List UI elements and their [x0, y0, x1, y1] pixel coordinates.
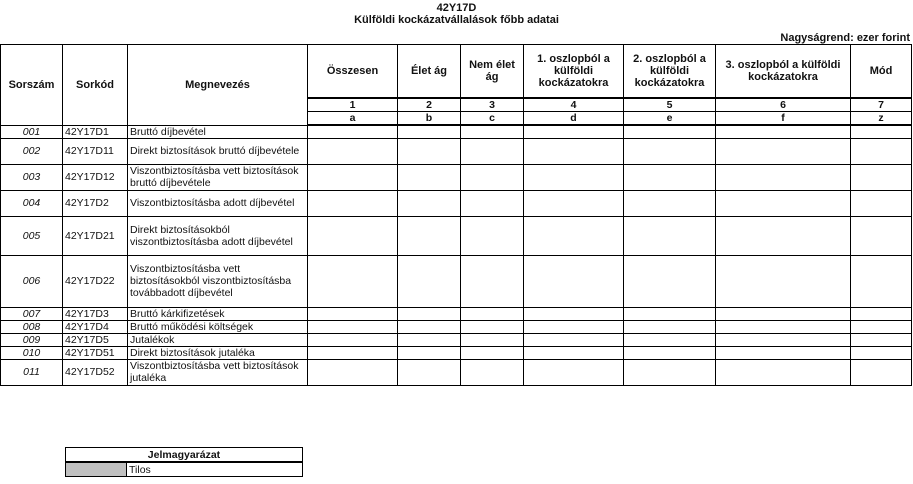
- data-cell[interactable]: [308, 346, 398, 359]
- data-cell[interactable]: [398, 255, 461, 307]
- data-cell[interactable]: [461, 190, 524, 216]
- row-name: Viszontbiztosításba adott díjbevétel: [128, 190, 308, 216]
- row-sorkod: 42Y17D52: [63, 359, 128, 385]
- row-name: Direkt biztosítások bruttó díjbevétele: [128, 138, 308, 164]
- data-cell[interactable]: [851, 255, 912, 307]
- data-cell[interactable]: [624, 255, 716, 307]
- col-letter: a: [308, 112, 398, 126]
- data-cell[interactable]: [624, 138, 716, 164]
- row-sorszam: 002: [1, 138, 63, 164]
- row-sorszam: 003: [1, 164, 63, 190]
- data-cell[interactable]: [624, 346, 716, 359]
- data-cell[interactable]: [716, 320, 851, 333]
- row-sorszam: 009: [1, 333, 63, 346]
- data-cell[interactable]: [308, 320, 398, 333]
- data-cell[interactable]: [716, 333, 851, 346]
- data-cell[interactable]: [308, 138, 398, 164]
- table-row: [1, 346, 912, 359]
- table-row: [1, 333, 912, 346]
- data-cell[interactable]: [398, 307, 461, 320]
- col-header-col6: 3. oszlopból a külföldi kockázatokra: [716, 45, 851, 99]
- data-cell[interactable]: [308, 359, 398, 385]
- data-cell[interactable]: [398, 333, 461, 346]
- data-cell[interactable]: [398, 125, 461, 138]
- data-cell[interactable]: [716, 190, 851, 216]
- data-cell[interactable]: [398, 190, 461, 216]
- row-sorszam: 011: [1, 359, 63, 385]
- row-sorkod: 42Y17D5: [63, 333, 128, 346]
- data-cell[interactable]: [524, 255, 624, 307]
- data-cell[interactable]: [524, 359, 624, 385]
- data-cell[interactable]: [461, 255, 524, 307]
- data-cell[interactable]: [624, 307, 716, 320]
- data-cell[interactable]: [851, 359, 912, 385]
- data-cell[interactable]: [461, 333, 524, 346]
- col-header-col4: 1. oszlopból a külföldi kockázatokra: [524, 45, 624, 99]
- row-sorszam: 008: [1, 320, 63, 333]
- table-row: [1, 190, 912, 216]
- data-cell[interactable]: [851, 190, 912, 216]
- data-cell[interactable]: [461, 359, 524, 385]
- row-sorszam: 010: [1, 346, 63, 359]
- data-cell[interactable]: [398, 164, 461, 190]
- unit-label: Nagyságrend: ezer forint: [780, 32, 910, 44]
- data-cell[interactable]: [851, 216, 912, 255]
- data-cell[interactable]: [851, 138, 912, 164]
- data-cell[interactable]: [461, 138, 524, 164]
- col-number: 3: [461, 98, 524, 112]
- row-sorszam: 001: [1, 125, 63, 138]
- data-cell[interactable]: [851, 164, 912, 190]
- row-sorszam: 004: [1, 190, 63, 216]
- data-cell[interactable]: [461, 346, 524, 359]
- col-header-col5: 2. oszlopból a külföldi kockázatokra: [624, 45, 716, 99]
- data-cell[interactable]: [851, 346, 912, 359]
- row-sorkod: 42Y17D1: [63, 125, 128, 138]
- data-cell[interactable]: [716, 216, 851, 255]
- row-sorszam: 005: [1, 216, 63, 255]
- data-cell[interactable]: [524, 346, 624, 359]
- legend-swatch: [66, 462, 127, 477]
- row-sorszam: 007: [1, 307, 63, 320]
- header-row: [1, 45, 912, 99]
- data-cell[interactable]: [524, 307, 624, 320]
- data-cell[interactable]: [851, 307, 912, 320]
- data-cell[interactable]: [461, 320, 524, 333]
- col-number: 4: [524, 98, 624, 112]
- table-row: [1, 164, 912, 190]
- data-cell[interactable]: [624, 125, 716, 138]
- data-cell[interactable]: [308, 164, 398, 190]
- col-header-nem-elet-ag: Nem élet ág: [461, 45, 524, 99]
- data-cell[interactable]: [716, 125, 851, 138]
- data-cell[interactable]: [398, 138, 461, 164]
- row-name: Direkt biztosítások jutaléka: [128, 346, 308, 359]
- data-cell[interactable]: [716, 138, 851, 164]
- col-letter: e: [624, 112, 716, 126]
- data-cell[interactable]: [851, 320, 912, 333]
- data-cell[interactable]: [398, 346, 461, 359]
- data-cell[interactable]: [524, 125, 624, 138]
- form-code: 42Y17D: [436, 2, 477, 14]
- data-cell[interactable]: [716, 255, 851, 307]
- data-cell[interactable]: [624, 190, 716, 216]
- data-cell[interactable]: [461, 164, 524, 190]
- data-cell[interactable]: [524, 333, 624, 346]
- data-cell[interactable]: [398, 320, 461, 333]
- col-header-elet-ag: Élet ág: [398, 45, 461, 99]
- col-letter: c: [461, 112, 524, 126]
- table-row: [1, 216, 912, 255]
- data-cell[interactable]: [524, 164, 624, 190]
- table-row: [1, 125, 912, 138]
- data-cell[interactable]: [461, 216, 524, 255]
- data-cell[interactable]: [308, 307, 398, 320]
- row-name: Bruttó díjbevétel: [128, 125, 308, 138]
- data-cell[interactable]: [524, 190, 624, 216]
- legend-title: Jelmagyarázat: [66, 448, 303, 463]
- row-sorszam: 006: [1, 255, 63, 307]
- col-header-megnevezes: Megnevezés: [128, 45, 308, 126]
- row-name: Bruttó működési költségek: [128, 320, 308, 333]
- row-sorkod: 42Y17D11: [63, 138, 128, 164]
- col-number: 2: [398, 98, 461, 112]
- col-header-sorszam: Sorszám: [1, 45, 63, 126]
- col-number: 1: [308, 98, 398, 112]
- data-cell[interactable]: [308, 216, 398, 255]
- row-sorkod: 42Y17D12: [63, 164, 128, 190]
- row-name: Viszontbiztosításba vett biztosításokból viszontbiztosításba továbbadott díjbevétel: [128, 255, 308, 307]
- col-header-osszesen: Összesen: [308, 45, 398, 99]
- data-cell[interactable]: [308, 125, 398, 138]
- col-letter: b: [398, 112, 461, 126]
- data-cell[interactable]: [851, 125, 912, 138]
- table-row: [1, 255, 912, 307]
- data-cell[interactable]: [524, 216, 624, 255]
- row-name: Direkt biztosításokból viszontbiztosításba adott díjbevétel: [128, 216, 308, 255]
- data-cell[interactable]: [461, 307, 524, 320]
- row-name: Jutalékok: [128, 333, 308, 346]
- data-cell[interactable]: [624, 320, 716, 333]
- data-cell[interactable]: [524, 320, 624, 333]
- form-title: Külföldi kockázatvállalások főbb adatai: [354, 14, 559, 26]
- data-cell[interactable]: [308, 190, 398, 216]
- legend-table: [65, 447, 303, 477]
- col-number: 6: [716, 98, 851, 112]
- data-cell[interactable]: [524, 138, 624, 164]
- row-name: Viszontbiztosításba vett biztosítások jutaléka: [128, 359, 308, 385]
- data-cell[interactable]: [716, 359, 851, 385]
- row-name: Viszontbiztosításba vett biztosítások bruttó díjbevétele: [128, 164, 308, 190]
- table-row: [1, 320, 912, 333]
- data-cell[interactable]: [624, 333, 716, 346]
- col-letter: z: [851, 112, 912, 126]
- col-header-mod: Mód: [851, 45, 912, 99]
- data-cell[interactable]: [308, 255, 398, 307]
- data-cell[interactable]: [398, 359, 461, 385]
- data-cell[interactable]: [716, 346, 851, 359]
- row-sorkod: 42Y17D22: [63, 255, 128, 307]
- row-sorkod: 42Y17D3: [63, 307, 128, 320]
- row-sorkod: 42Y17D51: [63, 346, 128, 359]
- col-letter: f: [716, 112, 851, 126]
- row-name: Bruttó kárkifizetések: [128, 307, 308, 320]
- data-cell[interactable]: [624, 164, 716, 190]
- data-cell[interactable]: [851, 333, 912, 346]
- row-sorkod: 42Y17D2: [63, 190, 128, 216]
- data-cell[interactable]: [624, 359, 716, 385]
- row-sorkod: 42Y17D21: [63, 216, 128, 255]
- col-letter: d: [524, 112, 624, 126]
- col-number: 7: [851, 98, 912, 112]
- data-cell[interactable]: [308, 333, 398, 346]
- data-cell[interactable]: [716, 164, 851, 190]
- data-cell[interactable]: [624, 216, 716, 255]
- legend-item-label: Tilos: [127, 462, 303, 477]
- data-cell[interactable]: [461, 125, 524, 138]
- data-cell[interactable]: [716, 307, 851, 320]
- table-row: [1, 307, 912, 320]
- col-number: 5: [624, 98, 716, 112]
- col-header-sorkod: Sorkód: [63, 45, 128, 126]
- data-cell[interactable]: [398, 216, 461, 255]
- data-table: [0, 44, 912, 386]
- table-row: [1, 138, 912, 164]
- row-sorkod: 42Y17D4: [63, 320, 128, 333]
- table-row: [1, 359, 912, 385]
